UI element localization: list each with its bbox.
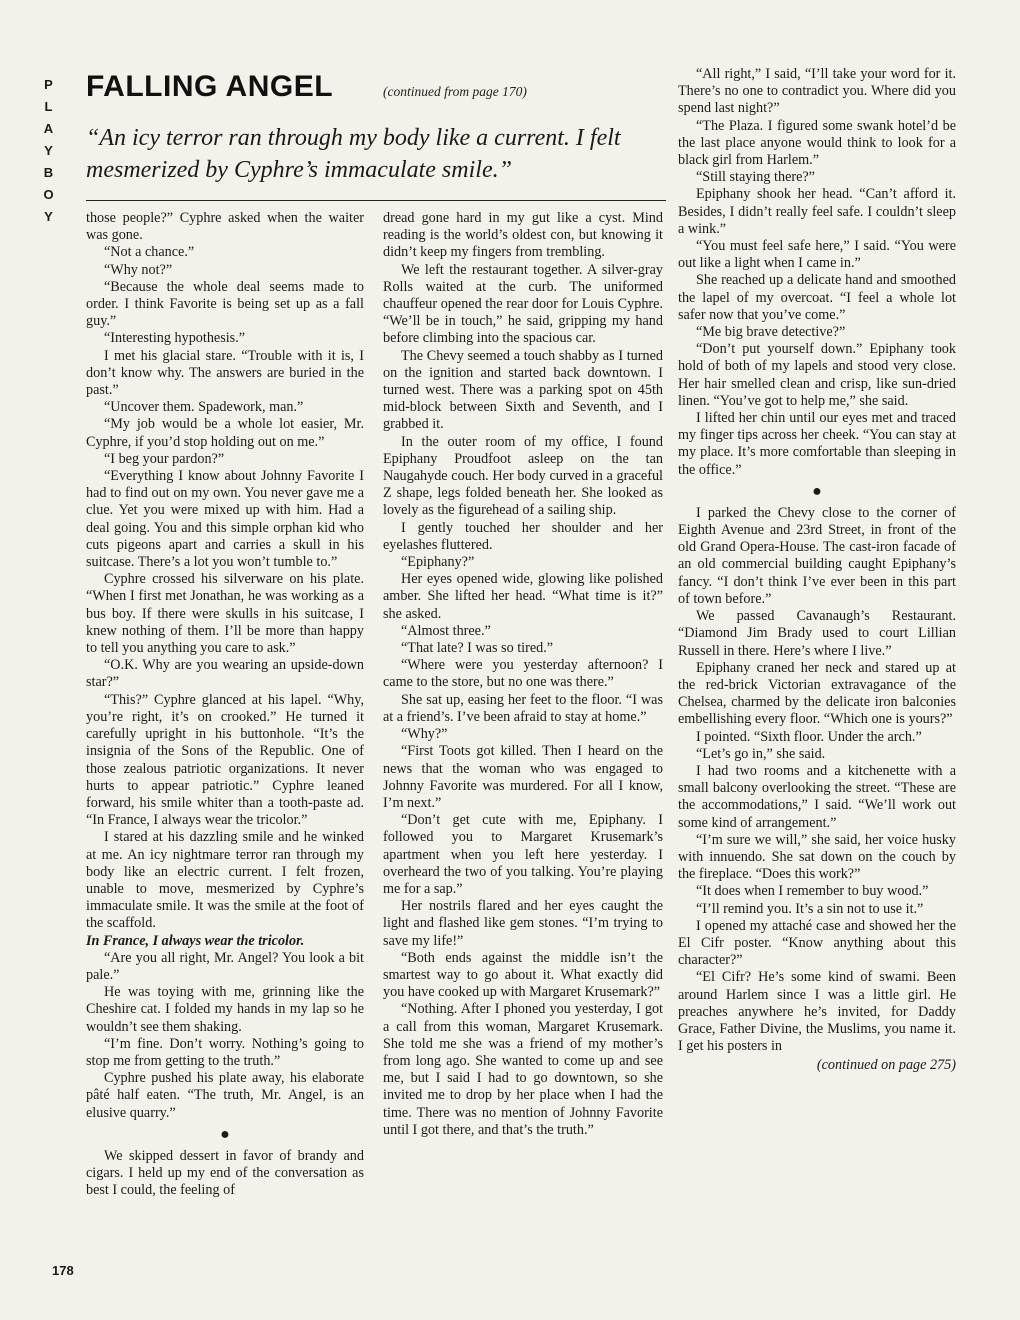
paragraph: She reached up a delicate hand and smoothed the lapel of my overcoat. “I feel a whole lot safer now that you’ve come.” <box>678 272 956 323</box>
paragraph: She sat up, easing her feet to the floor. “I was at a friend’s. I’ve been afraid to stay at home.” <box>383 691 663 725</box>
paragraph: “I’m sure we will,” she said, her voice husky with innuendo. She sat down on the couch by the fireplace. “Does this work?” <box>678 831 956 883</box>
paragraph: “Not a chance.” <box>104 244 195 261</box>
paragraph: “The Plaza. I figured some swank hotel’d be the last place anyone would think to look for a black girl from Harlem.” <box>678 117 956 169</box>
paragraph: Her eyes opened wide, glowing like polished amber. She lifted her head. “What time is it?” she asked. <box>383 571 663 622</box>
paragraph: “This?” Cyphre glanced at his lapel. “Why, you’re right, it’s on crooked.” He turned it carefully upright in his buttonhole. “It’s the insignia of the Sons of the Republic. One of those zealous patriotic organizations. It never hurts to appear patriotic.” Cyphre leaned forward, his smile whiter than a tooth-paste ad. “In France, I always wear the tricolor.” <box>86 691 364 829</box>
paragraph: “That late? I was so tired.” <box>401 640 554 657</box>
paragraph: “Almost three.” <box>401 622 491 639</box>
side-label-letter: Y <box>44 143 54 158</box>
paragraph: “Let’s go in,” she said. <box>696 745 826 762</box>
continued-on-note: (continued on page 275) <box>816 1057 956 1074</box>
paragraph: those people?” Cyphre asked when the waiter was gone. <box>86 210 364 244</box>
paragraph: “El Cifr? He’s some kind of swami. Been around Harlem since I was a little girl. He preaches anywhere he’s invited, for Daddy Grace, Father Divine, the Muslims, you name it. I get his posters in <box>678 969 956 1055</box>
side-label-letter: L <box>44 99 54 114</box>
paragraph: “Everything I know about Johnny Favorite I had to find out on my own. You never gave me a clue. Yet you were mixed up with him. Had a deal going. You and this simple orphan kid who cuts pigeons apart and carries a skull in his suitcase. There’s a lot you won’t tumble to.” <box>86 468 364 571</box>
paragraph: We skipped dessert in favor of brandy and cigars. I held up my end of the conversation as best I could, the feeling of <box>86 1147 364 1199</box>
paragraph: I had two rooms and a kitchenette with a small balcony overlooking the street. “These are the accommodations,” I said. “We’ll work out some kind of arrangement.” <box>678 762 956 831</box>
paragraph: “Because the whole deal seems made to order. I think Favorite is being set up as a fall guy.” <box>86 278 364 330</box>
paragraph: Epiphany shook her head. “Can’t afford it. Besides, I didn’t really feel safe. I couldn’t sleep a wink.” <box>678 186 956 237</box>
text-column-2 <box>383 210 663 1139</box>
paragraph: I stared at his dazzling smile and he winked at me. An icy nightmare terror ran through my body like an electric current. I felt frozen, unable to move, mesmerized by Cyphre’s immaculate smile. It was the smile at the foot of the scaffold. <box>86 829 364 932</box>
paragraph: “Both ends against the middle isn’t the smartest way to go about it. What exactly did you have cooked up with Margaret Krusemark?” <box>383 949 663 1001</box>
paragraph: Her nostrils flared and her eyes caught the light and flashed like gem stones. “I’m trying to save my life!” <box>383 898 663 949</box>
paragraph: Epiphany craned her neck and stared up at the red-brick Victorian extravagance of the Chelsea, charmed by the delicate iron balconies embellishing every floor. “Which one is yours?” <box>678 659 956 728</box>
magazine-side-label <box>38 74 60 228</box>
paragraph: The Chevy seemed a touch shabby as I turned on the ignition and started back downtown. I turned west. There was a parking spot on 45th mid-block between Sixth and Seventh, and I grabbed it. <box>383 347 663 433</box>
text-column-1 <box>86 210 364 1199</box>
paragraph: “You must feel safe here,” I said. “You were out like a light when I came in.” <box>678 238 956 272</box>
article-title: FALLING ANGEL <box>86 70 334 103</box>
paragraph: Cyphre pushed his plate away, his elaborate pâté half eaten. “The truth, Mr. Angel, is an elusive quarry.” <box>86 1070 364 1121</box>
paragraph: I opened my attaché case and showed her the El Cifr poster. “Know anything about this character?” <box>678 917 956 969</box>
side-label-letter: Y <box>44 209 54 224</box>
paragraph: “I’ll remind you. It’s a sin not to use it.” <box>696 900 924 917</box>
paragraph: “O.K. Why are you wearing an upside-down star?” <box>86 657 364 691</box>
paragraph: “Where were you yesterday afternoon? I came to the store, but no one was there.” <box>383 657 663 691</box>
paragraph: “My job would be a whole lot easier, Mr. Cyphre, if you’d stop holding out on me.” <box>86 416 364 450</box>
paragraph: I met his glacial stare. “Trouble with it is, I don’t know why. The answers are buried in the past.” <box>86 347 364 399</box>
paragraph: dread gone hard in my gut like a cyst. Mind reading is the world’s oldest con, but knowing it didn’t keep my fingers from trembling. <box>383 210 663 261</box>
paragraph: I lifted her chin until our eyes met and traced my finger tips across her cheek. “You can stay at my place. It’s more comfortable than sleeping in the office.” <box>678 410 956 478</box>
side-label-letter: O <box>43 187 55 202</box>
section-break-bullet: ● <box>220 1125 230 1143</box>
paragraph: “Don’t get cute with me, Epiphany. I followed you to Margaret Krusemark’s apartment when you left here yesterday. I overheard the two of you talking. You’re playing me for a sap.” <box>383 812 663 897</box>
paragraph: “Are you all right, Mr. Angel? You look a bit pale.” <box>86 949 364 983</box>
side-label-letter: P <box>44 77 54 92</box>
page-number: 178 <box>52 1263 74 1278</box>
paragraph: “All right,” I said, “I’ll take your word for it. There’s no one to contradict you. Where did you spend last night?” <box>678 66 956 117</box>
paragraph: We left the restaurant together. A silver-gray Rolls waited at the curb. The uniformed chauffeur opened the rear door for Louis Cyphre. “We’ll be in touch,” he said, gripping my hand before climbing into the spacious car. <box>383 261 663 347</box>
side-label-letter: B <box>43 165 55 180</box>
paragraph: “It does when I remember to buy wood.” <box>696 883 929 900</box>
paragraph: He was toying with me, grinning like the Cheshire cat. I folded my hands in my lap so he wouldn’t see them shaking. <box>86 984 364 1035</box>
paragraph: I pointed. “Sixth floor. Under the arch.” <box>696 728 922 745</box>
paragraph: I parked the Chevy close to the corner of Eighth Avenue and 23rd Street, in front of the old Grand Opera-House. The cast-iron facade of an old commercial building caught Epiphany’s fancy. “I don’t think I’ve ever been in this part of town before.” <box>678 504 956 607</box>
pull-quote: “An icy terror ran through my body like a current. I felt mesmerized by Cyphre’s immaculate smile.” <box>86 125 621 183</box>
paragraph: “Still staying there?” <box>696 169 815 186</box>
pull-quote-rule <box>86 200 666 201</box>
paragraph: “Don’t put yourself down.” Epiphany took hold of both of my lapels and stood very close. Her hair smelled clean and crisp, like sun-dried linen. “You’ve got to help me,” she said. <box>678 341 956 409</box>
side-label-letter: A <box>43 121 55 136</box>
paragraph: Cyphre crossed his silverware on his plate. “When I first met Jonathan, he was working as a bus boy. If there were skulls in his suitcase, I knew nothing of them. I’ll be more than happy to tell you anything you care to ask.” <box>86 571 364 657</box>
paragraph: We passed Cavanaugh’s Restaurant. “Diamond Jim Brady used to court Lillian Russell in there. Here’s where I live.” <box>678 608 956 659</box>
paragraph: “Interesting hypothesis.” <box>104 330 246 347</box>
section-break-bullet: ● <box>812 482 822 500</box>
paragraph: “Nothing. After I phoned you yesterday, I got a call from this woman, Margaret Krusemark. She told me she was a friend of my mother’s from long ago. She wanted to come up and see me, but I said I had to go downtown, so she invited me to drop by her place when I had the time. There was no mention of Johnny Favorite until I got there, and that’s the truth.” <box>383 1001 663 1138</box>
paragraph: “Why not?” <box>104 261 173 278</box>
paragraph: “Me big brave detective?” <box>696 324 846 341</box>
paragraph: In the outer room of my office, I found Epiphany Proudfoot asleep on the tan Naugahyde couch. Her body curved in a graceful Z shape, legs folded beneath her. She looked as lovely as the figurehead of a sailing ship. <box>383 433 663 519</box>
continued-from-note: (continued from page 170) <box>383 84 527 99</box>
text-column-3 <box>678 66 956 1075</box>
paragraph: “Uncover them. Spadework, man.” <box>104 399 304 416</box>
paragraph: In France, I always wear the tricolor. <box>86 932 305 949</box>
paragraph: “I beg your pardon?” <box>104 450 225 467</box>
paragraph: “Why?” <box>401 726 448 743</box>
paragraph: “First Toots got killed. Then I heard on the news that the woman who was engaged to Johnny Favorite was murdered. For all I know, I’m next.” <box>383 743 663 811</box>
paragraph: I gently touched her shoulder and her eyelashes fluttered. <box>383 519 663 553</box>
paragraph: “I’m fine. Don’t worry. Nothing’s going to stop me from getting to the truth.” <box>86 1035 364 1069</box>
paragraph: “Epiphany?” <box>401 554 475 571</box>
